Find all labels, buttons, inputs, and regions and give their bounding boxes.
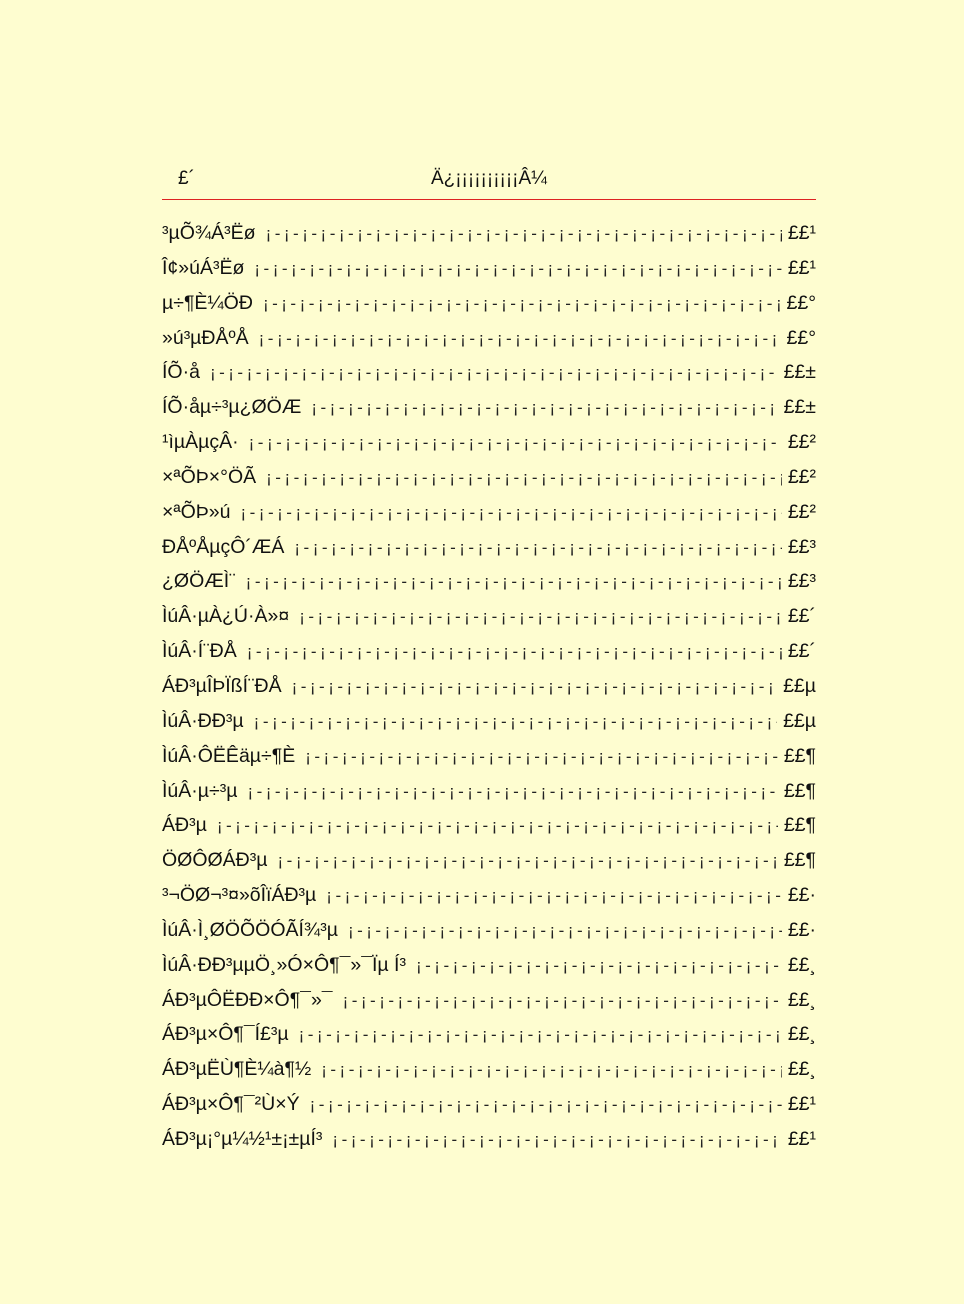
toc-entry[interactable] [162, 814, 816, 849]
toc-entry[interactable] [162, 710, 816, 745]
dot-leader [266, 468, 782, 488]
dot-leader [240, 503, 781, 523]
toc-entry[interactable] [162, 570, 816, 605]
toc-entry[interactable] [162, 884, 816, 919]
toc-entry-title: ÁÐ³µÎÞÏßÍ¨ÐÅ [162, 674, 282, 697]
toc-entry-page-number: ££¸ [787, 1023, 816, 1046]
header-page-label: £´ [178, 168, 195, 189]
dot-leader [416, 956, 782, 976]
toc-entry-title: ÌúÂ·ÔËÊäµ÷¶È [162, 744, 296, 767]
toc-entry[interactable] [162, 396, 816, 431]
dot-leader [332, 1130, 781, 1150]
dot-leader [246, 572, 782, 592]
toc-entry-title: ÍÕ·åµ÷³µ¿ØÖÆ [162, 396, 302, 419]
toc-entry-page-number: ££° [786, 291, 816, 314]
dot-leader [326, 886, 782, 906]
toc-entry-page-number: ££¸ [787, 1058, 816, 1081]
dot-leader [247, 782, 777, 802]
toc-entry-title: Î¢»úÁ³Ëø [162, 256, 245, 279]
toc-entry[interactable] [162, 466, 816, 501]
toc-entry-title: ÌúÂ·µ÷³µ [162, 779, 238, 802]
toc-entry-page-number: ££² [787, 431, 816, 454]
running-header [162, 166, 816, 200]
toc-entry-page-number: ££¶ [783, 744, 816, 767]
toc-entry-title: ÌúÂ·Í¨ÐÅ [162, 640, 237, 663]
toc-entry[interactable] [162, 361, 816, 396]
toc-entry-page-number: ££· [787, 884, 816, 907]
dot-leader [278, 851, 778, 871]
toc-entry[interactable] [162, 1128, 816, 1163]
toc-entry-page-number: ££¹ [787, 1127, 816, 1150]
dot-leader [266, 224, 782, 244]
toc-entry-title: »ú³µÐÅºÅ [162, 326, 249, 349]
toc-entry-page-number: ££´ [787, 605, 816, 628]
toc-entry[interactable] [162, 1058, 816, 1093]
toc-entry[interactable] [162, 989, 816, 1024]
toc-entry-page-number: ££² [787, 500, 816, 523]
toc-entry-title: ×ªÕÞ»ú [162, 500, 231, 523]
toc-entry-title: ÌúÂ·ÐÐ³µ [162, 709, 244, 732]
toc-entry-title: µ÷¶È¼ÖÐ [162, 291, 253, 314]
toc-entry-title: ÌúÂ·ÐÐ³µµÖ¸»Ó×Ô¶¯»¯Ïµ Í³ [162, 953, 406, 976]
dot-leader [321, 1060, 782, 1080]
toc-entry[interactable] [162, 919, 816, 954]
toc-entry-title: ÁÐ³µ [162, 814, 207, 837]
toc-entry-title: ×ªÕÞ×°ÖÃ [162, 465, 257, 488]
toc-entry[interactable] [162, 849, 816, 884]
toc-entry[interactable] [162, 292, 816, 327]
toc-entry-title: ÁÐ³µ×Ô¶¯²Ù×Ý [162, 1093, 300, 1116]
toc-entry-page-number: ££± [783, 396, 816, 419]
toc-entry-page-number: ££¶ [783, 779, 816, 802]
toc-entry-title: ¹ìµÀµçÂ· [162, 431, 239, 454]
toc-entry-title: ³¬ÖØ¬³¤»õÎïÁÐ³µ [162, 884, 317, 907]
dot-leader [299, 1025, 782, 1045]
toc-entry[interactable] [162, 1023, 816, 1058]
toc-entry[interactable] [162, 327, 816, 362]
toc-entry[interactable] [162, 536, 816, 571]
dot-leader [305, 747, 778, 767]
toc-entry-page-number: ££± [783, 361, 816, 384]
dot-leader [210, 363, 778, 383]
dot-leader [254, 259, 781, 279]
toc-entry[interactable] [162, 954, 816, 989]
dot-leader [299, 607, 782, 627]
table-of-contents [162, 222, 816, 1163]
toc-entry-page-number: ££¸ [787, 953, 816, 976]
dot-leader [263, 294, 781, 314]
toc-entry[interactable] [162, 675, 816, 710]
toc-entry[interactable] [162, 1093, 816, 1128]
dot-leader [310, 1095, 782, 1115]
toc-entry[interactable] [162, 745, 816, 780]
toc-entry-title: ¿ØÖÆÌ¨ [162, 570, 236, 593]
toc-entry[interactable] [162, 501, 816, 536]
toc-entry-title: ÐÅºÅµçÔ´ÆÁ [162, 535, 285, 558]
toc-entry[interactable] [162, 640, 816, 675]
toc-entry-page-number: ££¶ [783, 814, 816, 837]
toc-entry-title: ÁÐ³µÔËÐÐ×Ô¶¯»¯ [162, 988, 333, 1011]
header-title: Ä¿¡¡¡¡¡¡¡¡¡¡Â¼ [430, 168, 548, 189]
toc-entry-title: ÌúÂ·µÀ¿Ú·À»¤ [162, 605, 290, 628]
toc-entry-title: ÖØÔØÁÐ³µ [162, 849, 268, 872]
toc-entry-page-number: ££µ [783, 674, 816, 697]
toc-entry-page-number: ££µ [783, 709, 816, 732]
dot-leader [311, 398, 777, 418]
toc-entry-page-number: ££¹ [787, 1093, 816, 1116]
toc-entry[interactable] [162, 257, 816, 292]
dot-leader [294, 538, 781, 558]
dot-leader [343, 991, 782, 1011]
dot-leader [254, 712, 777, 732]
dot-leader [259, 329, 781, 349]
toc-entry-title: ÁÐ³µËÙ¶È¼à¶½ [162, 1058, 312, 1081]
dot-leader [292, 677, 777, 697]
toc-entry-title: ÍÕ·å [162, 361, 200, 384]
toc-entry-title: ÁÐ³µ×Ô¶¯Í£³µ [162, 1023, 289, 1046]
toc-entry-page-number: ££· [787, 918, 816, 941]
toc-entry-page-number: ££° [786, 326, 816, 349]
dot-leader [348, 921, 782, 941]
toc-entry-page-number: ££² [787, 465, 816, 488]
toc-entry[interactable] [162, 780, 816, 815]
toc-entry-page-number: ££¸ [787, 988, 816, 1011]
dot-leader [247, 642, 782, 662]
toc-entry[interactable] [162, 605, 816, 640]
toc-entry-page-number: ££¶ [783, 849, 816, 872]
toc-entry-title: ³µÕ¾Á³Ëø [162, 222, 256, 244]
toc-entry[interactable] [162, 431, 816, 466]
dot-leader [217, 816, 778, 836]
toc-entry-page-number: ££´ [787, 640, 816, 663]
toc-entry[interactable] [162, 222, 816, 257]
toc-entry-title: ÁÐ³µ¡°µ¼½¹±¡±µÍ³ [162, 1127, 323, 1150]
toc-entry-page-number: ££¹ [787, 256, 816, 279]
toc-entry-page-number: ££¹ [787, 222, 816, 244]
toc-entry-title: ÌúÂ·Ì¸ØÖÕÖÓÃÍ¾³µ [162, 918, 338, 941]
toc-entry-page-number: ££³ [787, 535, 816, 558]
toc-entry-page-number: ££³ [787, 570, 816, 593]
dot-leader [249, 433, 782, 453]
